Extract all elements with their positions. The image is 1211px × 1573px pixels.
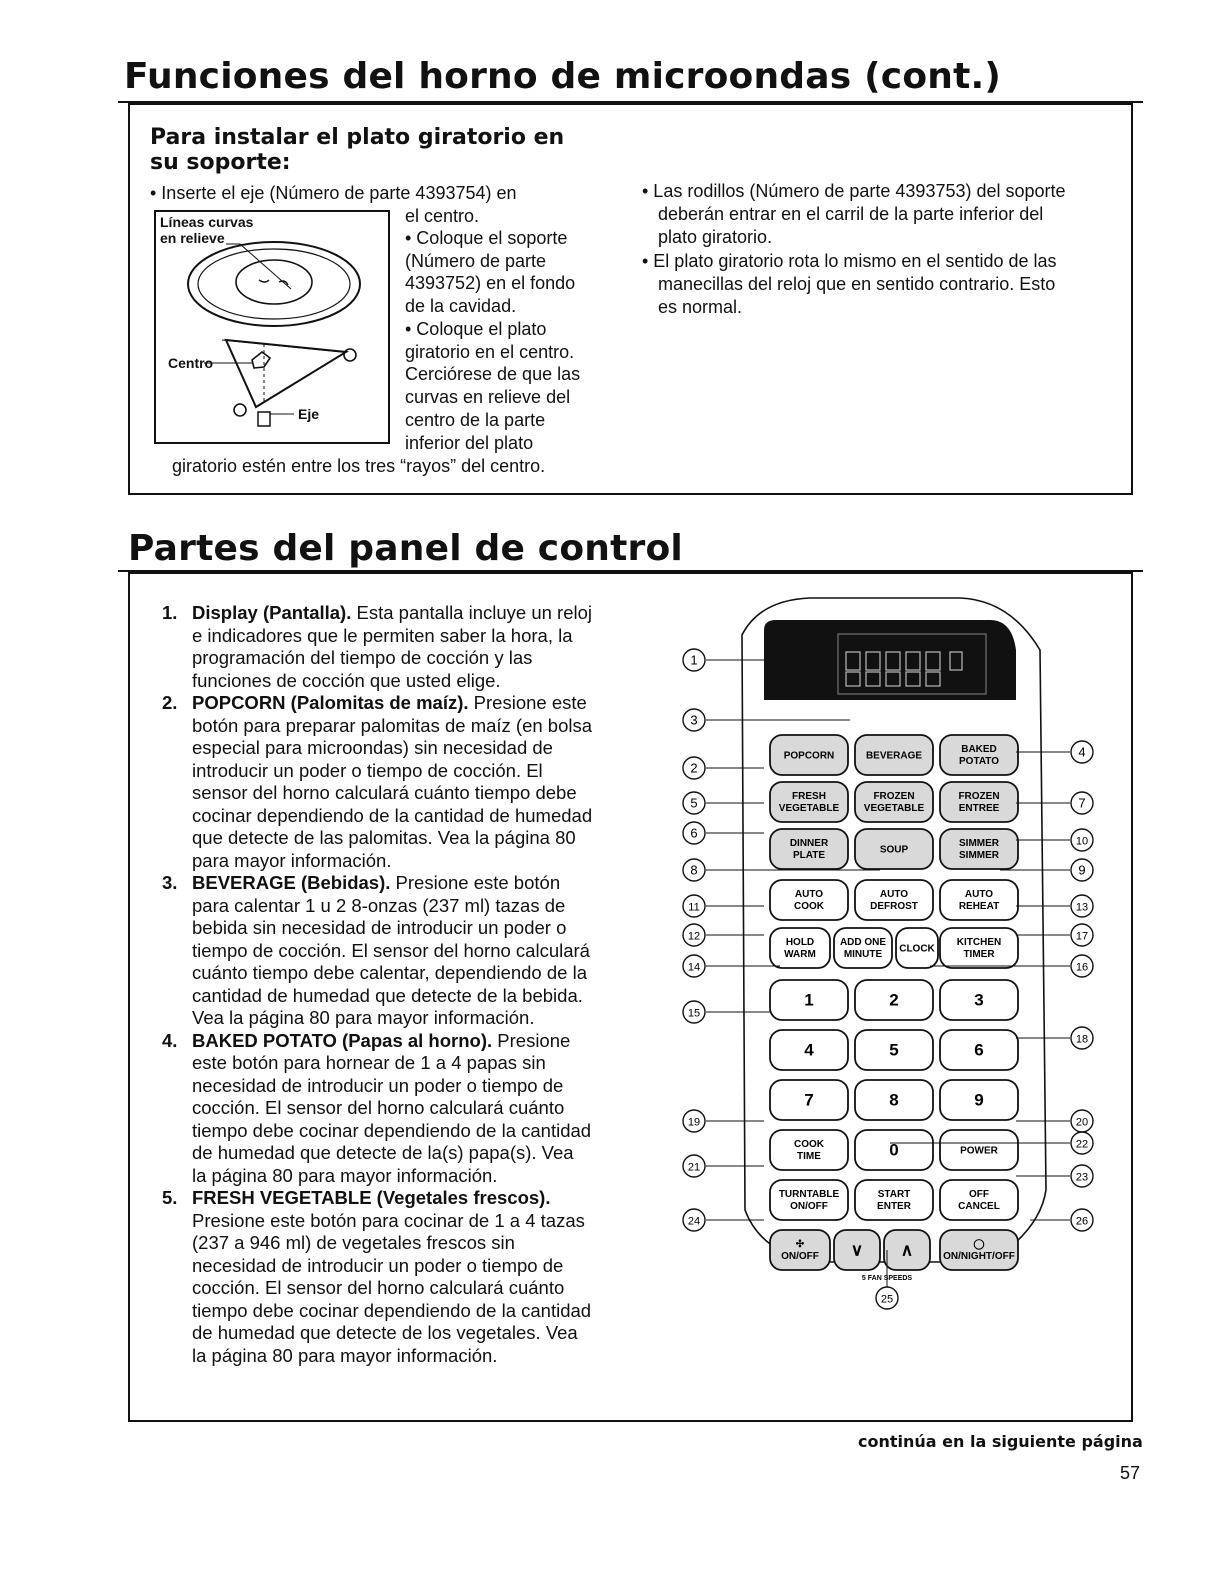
callout-1 xyxy=(683,649,705,671)
callout-22 xyxy=(1071,1132,1093,1154)
list-item: 3. BEVERAGE (Bebidas). Presione este botón para calentar 1 u 2 8-onzas (237 ml) tazas de bebida sin necesidad de introducir un poder o tiempo de cocción. El sensor del horno calculará cuánto tiempo debe calentar, dependiendo de la cantidad de humedad que detecte de la bebida. Vea la página 80 para mayor información. xyxy=(162,872,590,1028)
continues-note: continúa en la siguiente página xyxy=(858,1432,1143,1451)
hold-warm-button-label: WARM xyxy=(784,949,816,960)
kitchen-timer-button-label: KITCHEN xyxy=(956,937,1002,948)
turntable-heading: Para instalar el plato giratorio en su soporte: xyxy=(150,125,565,175)
beverage-button-label: BEVERAGE xyxy=(865,750,923,762)
figure-label-centro: Centro xyxy=(168,355,214,371)
turntable-text-line: el centro. xyxy=(405,206,480,226)
fresh-vegetable-button[interactable] xyxy=(770,782,848,822)
turntable-text-line: plato giratorio. xyxy=(658,227,773,247)
page-number: 57 xyxy=(1120,1463,1141,1483)
add-one-minute-button-label: MINUTE xyxy=(843,949,883,960)
simmer-button[interactable] xyxy=(940,829,1018,869)
callout-2 xyxy=(683,757,705,779)
callout-26 xyxy=(1071,1209,1093,1231)
turntable-text-line: inferior del plato xyxy=(405,433,534,453)
key-9-button[interactable] xyxy=(940,1080,1018,1120)
turntable-text-line: de la cavidad. xyxy=(405,296,517,316)
control-panel-diagram xyxy=(660,590,1120,1310)
callout-25 xyxy=(876,1287,898,1309)
auto-reheat-button-label: AUTO xyxy=(964,889,994,900)
off-cancel-button-label: CANCEL xyxy=(958,1201,1000,1212)
key-8-button[interactable] xyxy=(855,1080,933,1120)
popcorn-button-label: POPCORN xyxy=(783,750,835,762)
callout-3 xyxy=(683,709,705,731)
turntable-text-line: es normal. xyxy=(658,297,743,317)
callout-23 xyxy=(1071,1165,1093,1187)
simmer-button-label: SIMMER xyxy=(959,838,999,849)
fresh-vegetable-button-label: VEGETABLE xyxy=(778,803,840,814)
callout-number: 11 xyxy=(688,901,700,914)
list-item: 2. POPCORN (Palomitas de maíz). Presione este botón para preparar palomitas de maíz (en bolsa especial para microondas) sin necesidad de introducir un poder o tiempo de cocción. El sensor del horno calculará cuánto tiempo debe cocinar dependiendo de la cantidad de humedad que detecte de las palomitas. Vea la página 80 para mayor información. xyxy=(162,692,593,871)
soup-button-label: SOUP xyxy=(879,844,909,856)
frozen-vegetable-button-label: FROZEN xyxy=(873,791,915,802)
kitchen-timer-button-label: TIMER xyxy=(963,949,995,960)
key-1-button[interactable] xyxy=(770,980,848,1020)
fan-button[interactable] xyxy=(770,1230,830,1270)
auto-reheat-button-label: REHEAT xyxy=(958,901,1000,912)
callout-4 xyxy=(1071,741,1093,763)
callout-number: 17 xyxy=(1075,930,1089,943)
frozen-vegetable-button[interactable] xyxy=(855,782,933,822)
callout-16 xyxy=(1071,955,1093,977)
callout-number: 9 xyxy=(1078,862,1086,878)
panel-buttons xyxy=(770,735,1018,1282)
power-button[interactable] xyxy=(940,1130,1018,1170)
callout-17 xyxy=(1071,924,1093,946)
callout-number: 7 xyxy=(1078,795,1086,811)
figure-label-curvas: Líneas curvas en relieve xyxy=(160,214,254,246)
fresh-vegetable-button-label: FRESH xyxy=(792,791,826,802)
off-cancel-button[interactable] xyxy=(940,1180,1018,1220)
fan-up-button[interactable] xyxy=(884,1230,930,1270)
hold-warm-button[interactable] xyxy=(770,928,830,968)
baked-potato-button[interactable] xyxy=(940,735,1018,775)
auto-defrost-button-label: AUTO xyxy=(879,889,909,900)
callout-20 xyxy=(1071,1110,1093,1132)
start-button-label: ENTER xyxy=(877,1201,911,1212)
key-8-button-label: 8 xyxy=(889,1090,899,1110)
turntable-text-line: giratorio en el centro. xyxy=(405,342,575,362)
callout-number: 15 xyxy=(687,1007,701,1020)
key-1-button-label: 1 xyxy=(804,990,814,1010)
callout-8 xyxy=(683,859,705,881)
turntable-text-line: • Coloque el soporte xyxy=(405,228,568,248)
callout-number: 2 xyxy=(690,760,698,776)
callout-number: 20 xyxy=(1075,1116,1089,1129)
list-item: 1. Display (Pantalla). Esta pantalla incluye un reloj e indicadores que le permiten saber la hora, la programación del tiempo de cocción y las funciones de cocción que usted elige. xyxy=(162,602,593,691)
cook-time-button[interactable] xyxy=(770,1130,848,1170)
turntable-illustration xyxy=(156,212,388,442)
callout-number: 4 xyxy=(1078,744,1086,760)
callout-number: 13 xyxy=(1075,901,1089,914)
key-0-button[interactable] xyxy=(855,1130,933,1170)
fan-down-button[interactable] xyxy=(834,1230,880,1270)
callout-number: 18 xyxy=(1075,1033,1089,1046)
dinner-plate-button-label: PLATE xyxy=(792,850,826,861)
callout-number: 19 xyxy=(687,1116,701,1129)
callout-11 xyxy=(683,895,705,917)
callout-14 xyxy=(683,955,705,977)
fan-speeds-label: 5 FAN SPEEDS xyxy=(861,1275,913,1282)
fan-up-button-label: ∧ xyxy=(900,1240,914,1260)
key-0-button-label: 0 xyxy=(889,1140,899,1160)
callout-24 xyxy=(683,1209,705,1231)
callout-21 xyxy=(683,1155,705,1177)
callout-number: 24 xyxy=(687,1215,701,1228)
key-5-button[interactable] xyxy=(855,1030,933,1070)
auto-defrost-button-label: DEFROST xyxy=(870,901,918,912)
panel-parts-list xyxy=(162,602,642,1367)
fan-button-label: ✣ xyxy=(795,1239,805,1250)
turntable-text-line: • Coloque el plato xyxy=(405,319,547,339)
add-one-minute-button[interactable] xyxy=(834,928,892,968)
key-2-button[interactable] xyxy=(855,980,933,1020)
clock-button-label: CLOCK xyxy=(899,943,935,955)
key-3-button-label: 3 xyxy=(974,990,984,1010)
turntable-button[interactable] xyxy=(770,1180,848,1220)
turntable-text-line: centro de la parte xyxy=(405,410,546,430)
light-button[interactable] xyxy=(940,1230,1018,1270)
start-button[interactable] xyxy=(855,1180,933,1220)
callout-number: 12 xyxy=(687,930,701,943)
off-cancel-button-label: OFF xyxy=(969,1189,989,1200)
auto-cook-button-label: COOK xyxy=(794,901,824,912)
list-item: 4. BAKED POTATO (Papas al horno). Presione este botón para hornear de 1 a 4 papas sin necesidad de introducir un poder o tiempo de cocción. El sensor del horno calculará cuánto tiempo debe cocinar dependiendo de la cantidad de humedad que detecte de la(s) papa(s). Vea la página 80 para mayor información. xyxy=(162,1029,592,1186)
kitchen-timer-button[interactable] xyxy=(940,928,1018,968)
key-6-button-label: 6 xyxy=(974,1040,984,1060)
callout-number: 21 xyxy=(687,1161,701,1174)
callout-13 xyxy=(1071,895,1093,917)
key-2-button-label: 2 xyxy=(889,990,899,1010)
popcorn-button[interactable] xyxy=(770,735,848,775)
light-button-label: ◯ xyxy=(973,1239,985,1250)
callout-18 xyxy=(1071,1027,1093,1049)
key-3-button[interactable] xyxy=(940,980,1018,1020)
callout-number: 6 xyxy=(690,825,698,841)
fan-button-label: ON/OFF xyxy=(781,1251,819,1262)
callout-number: 14 xyxy=(687,961,701,974)
callout-number: 1 xyxy=(690,652,698,668)
key-5-button-label: 5 xyxy=(889,1040,899,1060)
turntable-figure xyxy=(154,210,390,444)
key-4-button[interactable] xyxy=(770,1030,848,1070)
callout-6 xyxy=(683,822,705,844)
turntable-button-label: TURNTABLE xyxy=(778,1189,840,1200)
add-one-minute-button-label: ADD ONE xyxy=(839,937,887,948)
callout-number: 16 xyxy=(1075,961,1089,974)
auto-cook-button-label: AUTO xyxy=(794,889,824,900)
fan-down-button-label: ∨ xyxy=(850,1240,864,1260)
turntable-text-line: giratorio estén entre los tres “rayos” del centro. xyxy=(172,456,546,476)
callout-number: 5 xyxy=(690,795,698,811)
dinner-plate-button-label: DINNER xyxy=(789,838,829,849)
turntable-text-line: (Número de parte xyxy=(405,251,547,271)
turntable-text-line: manecillas del reloj que en sentido contrario. Esto xyxy=(658,274,1056,294)
callout-9 xyxy=(1071,859,1093,881)
soup-button[interactable] xyxy=(855,829,933,869)
simmer-button-label: SIMMER xyxy=(959,850,999,861)
baked-potato-button-label: BAKED xyxy=(961,744,997,755)
key-7-button[interactable] xyxy=(770,1080,848,1120)
turntable-text-line: • Inserte el eje (Número de parte 4393754) en xyxy=(150,183,517,203)
key-9-button-label: 9 xyxy=(974,1090,984,1110)
callout-number: 3 xyxy=(690,712,698,728)
dinner-plate-button[interactable] xyxy=(770,829,848,869)
start-button-label: START xyxy=(877,1189,911,1200)
callout-12 xyxy=(683,924,705,946)
turntable-text-line: Cerciórese de que las xyxy=(405,364,581,384)
callout-10 xyxy=(1071,829,1093,851)
page-title: Funciones del horno de microondas (cont.) xyxy=(124,56,1002,97)
callout-number: 8 xyxy=(690,862,698,878)
auto-cook-button[interactable] xyxy=(770,880,848,920)
beverage-button[interactable] xyxy=(855,735,933,775)
frozen-entree-button-label: FROZEN xyxy=(958,791,1000,802)
callout-number: 26 xyxy=(1075,1215,1089,1228)
callout-number: 25 xyxy=(880,1293,894,1306)
frozen-vegetable-button-label: VEGETABLE xyxy=(863,803,925,814)
key-6-button[interactable] xyxy=(940,1030,1018,1070)
auto-reheat-button[interactable] xyxy=(940,880,1018,920)
baked-potato-button-label: POTATO xyxy=(959,756,999,767)
cook-time-button-label: TIME xyxy=(797,1151,821,1162)
turntable-button-label: ON/OFF xyxy=(790,1201,828,1212)
callout-7 xyxy=(1071,792,1093,814)
key-4-button-label: 4 xyxy=(804,1040,814,1060)
callout-19 xyxy=(683,1110,705,1132)
clock-button[interactable] xyxy=(896,928,938,968)
frozen-entree-button[interactable] xyxy=(940,782,1018,822)
callout-number: 22 xyxy=(1075,1138,1089,1151)
display-screen xyxy=(764,620,1016,700)
callout-number: 10 xyxy=(1075,835,1089,848)
hold-warm-button-label: HOLD xyxy=(785,937,815,948)
callout-15 xyxy=(683,1001,705,1023)
turntable-text-line: 4393752) en el fondo xyxy=(405,273,576,293)
figure-label-eje: Eje xyxy=(298,406,320,422)
callout-5 xyxy=(683,792,705,814)
light-button-label: ON/NIGHT/OFF xyxy=(943,1251,1015,1262)
power-button-label: POWER xyxy=(960,1145,998,1157)
cook-time-button-label: COOK xyxy=(794,1139,824,1150)
turntable-text-line: deberán entrar en el carril de la parte inferior del xyxy=(658,204,1044,224)
turntable-text-line: • El plato giratorio rota lo mismo en el sentido de las xyxy=(642,251,1057,271)
turntable-text-line: • Las rodillos (Número de parte 4393753) del soporte xyxy=(642,181,1066,201)
auto-defrost-button[interactable] xyxy=(855,880,933,920)
key-7-button-label: 7 xyxy=(804,1090,814,1110)
callout-number: 23 xyxy=(1075,1171,1089,1184)
turntable-text-line: curvas en relieve del xyxy=(405,387,571,407)
list-item: 5. FRESH VEGETABLE (Vegetales frescos). Presione este botón para cocinar de 1 a 4 tazas (237 a 946 ml) de vegetales frescos sin necesidad de introducir un poder o tiempo de cocción. El sensor del horno calculará cuánto tiempo debe cocinar dependiendo de la cantidad de humedad que detecte de los vegetales. Vea la página 80 para mayor información. xyxy=(162,1187,592,1366)
section-title: Partes del panel de control xyxy=(128,528,683,569)
frozen-entree-button-label: ENTREE xyxy=(958,803,1000,814)
